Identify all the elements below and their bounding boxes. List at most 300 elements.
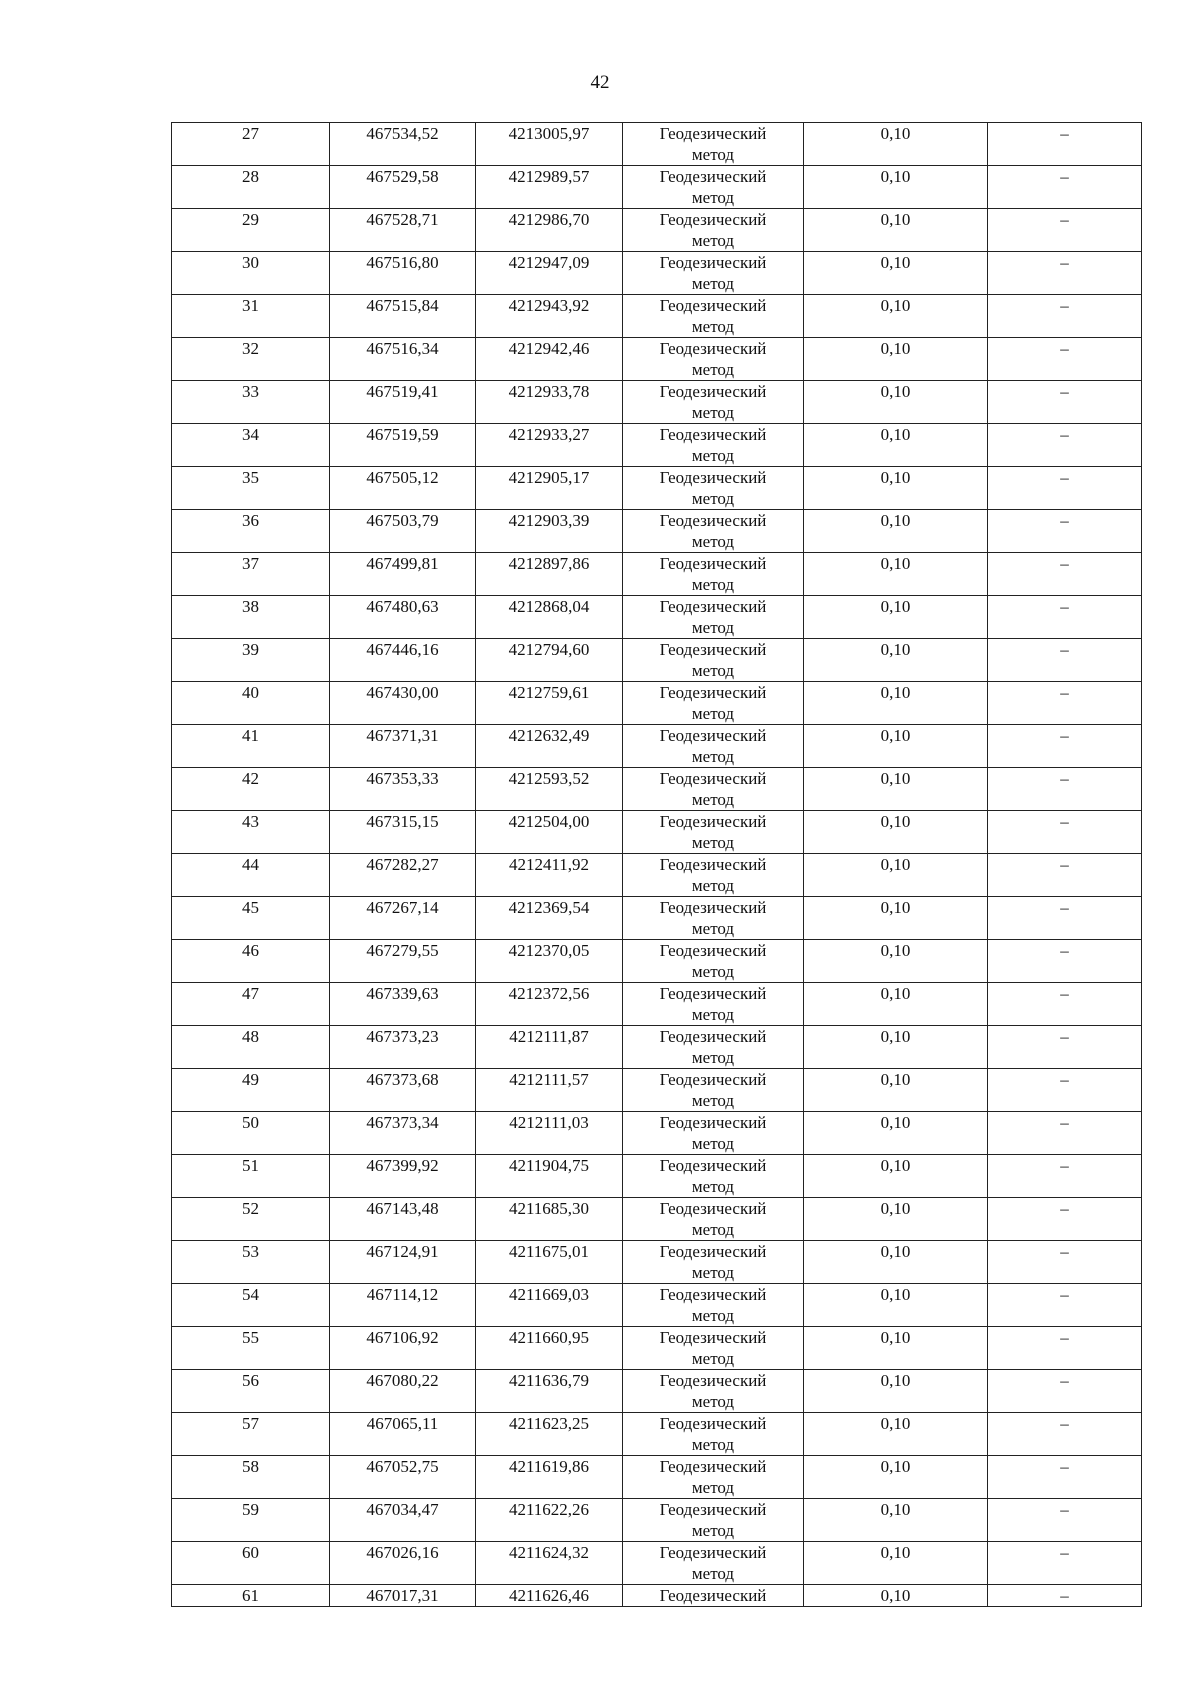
- page-number: 42: [590, 72, 610, 93]
- point-number-cell: 36: [172, 510, 330, 553]
- method-text: метод: [691, 145, 735, 164]
- point-number-cell: 38: [172, 596, 330, 639]
- method-text: Геодезический: [659, 1414, 767, 1433]
- table-row: [172, 940, 1142, 983]
- accuracy-cell: 0,10: [804, 1413, 988, 1456]
- method-text: Геодезический: [659, 210, 767, 229]
- table-row: [172, 467, 1142, 510]
- method-cell: [623, 983, 804, 1026]
- note-cell: –: [988, 1198, 1142, 1241]
- method-text: метод: [691, 704, 735, 723]
- x-coordinate-cell: 467267,14: [330, 897, 476, 940]
- method-text: Геодезический: [659, 1242, 767, 1261]
- method-text: Геодезический: [659, 1586, 767, 1605]
- point-number-cell: 27: [172, 123, 330, 166]
- point-number-cell: 43: [172, 811, 330, 854]
- point-number-cell: 58: [172, 1456, 330, 1499]
- method-cell: [623, 166, 804, 209]
- method-text: метод: [691, 188, 735, 207]
- y-coordinate-cell: 4212372,56: [476, 983, 623, 1026]
- note-cell: –: [988, 1499, 1142, 1542]
- table-row: [172, 510, 1142, 553]
- method-text: Геодезический: [659, 855, 767, 874]
- method-text: Геодезический: [659, 726, 767, 745]
- table-row: [172, 1112, 1142, 1155]
- accuracy-cell: 0,10: [804, 983, 988, 1026]
- method-cell: [623, 940, 804, 983]
- y-coordinate-cell: 4212794,60: [476, 639, 623, 682]
- method-cell: [623, 1456, 804, 1499]
- method-text: метод: [691, 747, 735, 766]
- x-coordinate-cell: 467124,91: [330, 1241, 476, 1284]
- accuracy-cell: 0,10: [804, 381, 988, 424]
- method-cell: [623, 1413, 804, 1456]
- method-text: метод: [691, 1349, 735, 1368]
- point-number-cell: 53: [172, 1241, 330, 1284]
- point-number-cell: 32: [172, 338, 330, 381]
- method-text: метод: [691, 1048, 735, 1067]
- note-cell: –: [988, 768, 1142, 811]
- x-coordinate-cell: 467503,79: [330, 510, 476, 553]
- method-text: метод: [691, 618, 735, 637]
- accuracy-cell: 0,10: [804, 1499, 988, 1542]
- y-coordinate-cell: 4212905,17: [476, 467, 623, 510]
- table-row: [172, 768, 1142, 811]
- method-cell: [623, 1542, 804, 1585]
- method-text: Геодезический: [659, 1500, 767, 1519]
- table-row: [172, 1542, 1142, 1585]
- y-coordinate-cell: 4212903,39: [476, 510, 623, 553]
- method-cell: [623, 1069, 804, 1112]
- y-coordinate-cell: 4212111,87: [476, 1026, 623, 1069]
- table-row: [172, 1413, 1142, 1456]
- y-coordinate-cell: 4212947,09: [476, 252, 623, 295]
- y-coordinate-cell: 4212942,46: [476, 338, 623, 381]
- note-cell: –: [988, 252, 1142, 295]
- method-text: Геодезический: [659, 683, 767, 702]
- note-cell: –: [988, 596, 1142, 639]
- method-text: метод: [691, 274, 735, 293]
- method-cell: [623, 338, 804, 381]
- method-cell: [623, 897, 804, 940]
- method-cell: [623, 252, 804, 295]
- note-cell: –: [988, 123, 1142, 166]
- y-coordinate-cell: 4213005,97: [476, 123, 623, 166]
- x-coordinate-cell: 467528,71: [330, 209, 476, 252]
- table-row: [172, 811, 1142, 854]
- point-number-cell: 60: [172, 1542, 330, 1585]
- method-text: метод: [691, 231, 735, 250]
- point-number-cell: 46: [172, 940, 330, 983]
- x-coordinate-cell: 467499,81: [330, 553, 476, 596]
- accuracy-cell: 0,10: [804, 338, 988, 381]
- method-text: метод: [691, 1478, 735, 1497]
- method-cell: [623, 854, 804, 897]
- point-number-cell: 39: [172, 639, 330, 682]
- accuracy-cell: 0,10: [804, 553, 988, 596]
- table-row: [172, 1585, 1142, 1607]
- method-text: метод: [691, 790, 735, 809]
- method-text: метод: [691, 1306, 735, 1325]
- x-coordinate-cell: 467515,84: [330, 295, 476, 338]
- table-row: [172, 338, 1142, 381]
- table-row: [172, 1499, 1142, 1542]
- accuracy-cell: 0,10: [804, 295, 988, 338]
- method-text: Геодезический: [659, 511, 767, 530]
- accuracy-cell: 0,10: [804, 1241, 988, 1284]
- table-row: [172, 1456, 1142, 1499]
- x-coordinate-cell: 467373,34: [330, 1112, 476, 1155]
- method-cell: [623, 1284, 804, 1327]
- coordinates-table-body: [172, 123, 1142, 1607]
- x-coordinate-cell: 467480,63: [330, 596, 476, 639]
- method-cell: [623, 1241, 804, 1284]
- method-text: Геодезический: [659, 1027, 767, 1046]
- y-coordinate-cell: 4212111,03: [476, 1112, 623, 1155]
- point-number-cell: 29: [172, 209, 330, 252]
- accuracy-cell: 0,10: [804, 854, 988, 897]
- method-cell: [623, 725, 804, 768]
- accuracy-cell: 0,10: [804, 510, 988, 553]
- x-coordinate-cell: 467315,15: [330, 811, 476, 854]
- note-cell: –: [988, 1112, 1142, 1155]
- table-row: [172, 1198, 1142, 1241]
- note-cell: –: [988, 553, 1142, 596]
- x-coordinate-cell: 467282,27: [330, 854, 476, 897]
- x-coordinate-cell: 467353,33: [330, 768, 476, 811]
- accuracy-cell: 0,10: [804, 1284, 988, 1327]
- method-text: метод: [691, 962, 735, 981]
- method-text: метод: [691, 1134, 735, 1153]
- x-coordinate-cell: 467534,52: [330, 123, 476, 166]
- accuracy-cell: 0,10: [804, 1026, 988, 1069]
- accuracy-cell: 0,10: [804, 123, 988, 166]
- point-number-cell: 28: [172, 166, 330, 209]
- y-coordinate-cell: 4211669,03: [476, 1284, 623, 1327]
- method-text: Геодезический: [659, 597, 767, 616]
- table-row: [172, 209, 1142, 252]
- method-text: Геодезический: [659, 1199, 767, 1218]
- accuracy-cell: 0,10: [804, 1370, 988, 1413]
- y-coordinate-cell: 4211619,86: [476, 1456, 623, 1499]
- method-text: метод: [691, 489, 735, 508]
- y-coordinate-cell: 4212989,57: [476, 166, 623, 209]
- method-text: Геодезический: [659, 1113, 767, 1132]
- accuracy-cell: 0,10: [804, 940, 988, 983]
- accuracy-cell: 0,10: [804, 1112, 988, 1155]
- method-cell: [623, 381, 804, 424]
- method-text: Геодезический: [659, 124, 767, 143]
- x-coordinate-cell: 467339,63: [330, 983, 476, 1026]
- table-row: [172, 1069, 1142, 1112]
- method-text: метод: [691, 1220, 735, 1239]
- method-text: метод: [691, 919, 735, 938]
- note-cell: –: [988, 682, 1142, 725]
- y-coordinate-cell: 4211636,79: [476, 1370, 623, 1413]
- method-cell: [623, 553, 804, 596]
- method-cell: [623, 1026, 804, 1069]
- method-text: метод: [691, 1091, 735, 1110]
- method-text: Геодезический: [659, 640, 767, 659]
- y-coordinate-cell: 4212933,78: [476, 381, 623, 424]
- table-row: [172, 295, 1142, 338]
- y-coordinate-cell: 4212111,57: [476, 1069, 623, 1112]
- note-cell: –: [988, 209, 1142, 252]
- accuracy-cell: 0,10: [804, 209, 988, 252]
- table-row: [172, 725, 1142, 768]
- accuracy-cell: 0,10: [804, 682, 988, 725]
- table-row: [172, 252, 1142, 295]
- method-text: метод: [691, 1564, 735, 1583]
- note-cell: –: [988, 983, 1142, 1026]
- method-text: метод: [691, 833, 735, 852]
- table-row: [172, 553, 1142, 596]
- x-coordinate-cell: 467017,31: [330, 1585, 476, 1607]
- x-coordinate-cell: 467371,31: [330, 725, 476, 768]
- x-coordinate-cell: 467505,12: [330, 467, 476, 510]
- y-coordinate-cell: 4211622,26: [476, 1499, 623, 1542]
- method-text: метод: [691, 1435, 735, 1454]
- accuracy-cell: 0,10: [804, 1456, 988, 1499]
- method-cell: [623, 1585, 804, 1607]
- method-cell: [623, 1327, 804, 1370]
- method-cell: [623, 209, 804, 252]
- accuracy-cell: 0,10: [804, 897, 988, 940]
- method-text: метод: [691, 1392, 735, 1411]
- accuracy-cell: 0,10: [804, 166, 988, 209]
- method-text: Геодезический: [659, 941, 767, 960]
- y-coordinate-cell: 4212868,04: [476, 596, 623, 639]
- point-number-cell: 59: [172, 1499, 330, 1542]
- note-cell: –: [988, 1370, 1142, 1413]
- method-text: Геодезический: [659, 425, 767, 444]
- note-cell: –: [988, 1155, 1142, 1198]
- table-row: [172, 381, 1142, 424]
- accuracy-cell: 0,10: [804, 424, 988, 467]
- y-coordinate-cell: 4212897,86: [476, 553, 623, 596]
- accuracy-cell: 0,10: [804, 1198, 988, 1241]
- method-cell: [623, 768, 804, 811]
- x-coordinate-cell: 467519,41: [330, 381, 476, 424]
- coordinates-table: [171, 122, 1142, 1607]
- x-coordinate-cell: 467065,11: [330, 1413, 476, 1456]
- note-cell: –: [988, 1327, 1142, 1370]
- table-row: [172, 1155, 1142, 1198]
- point-number-cell: 50: [172, 1112, 330, 1155]
- x-coordinate-cell: 467516,34: [330, 338, 476, 381]
- method-text: Геодезический: [659, 554, 767, 573]
- table-row: [172, 897, 1142, 940]
- note-cell: –: [988, 1542, 1142, 1585]
- point-number-cell: 30: [172, 252, 330, 295]
- point-number-cell: 31: [172, 295, 330, 338]
- y-coordinate-cell: 4211624,32: [476, 1542, 623, 1585]
- point-number-cell: 47: [172, 983, 330, 1026]
- y-coordinate-cell: 4212986,70: [476, 209, 623, 252]
- accuracy-cell: 0,10: [804, 1327, 988, 1370]
- method-text: Геодезический: [659, 984, 767, 1003]
- method-cell: [623, 1155, 804, 1198]
- accuracy-cell: 0,10: [804, 1155, 988, 1198]
- x-coordinate-cell: 467106,92: [330, 1327, 476, 1370]
- method-cell: [623, 510, 804, 553]
- point-number-cell: 51: [172, 1155, 330, 1198]
- x-coordinate-cell: 467279,55: [330, 940, 476, 983]
- method-text: Геодезический: [659, 1285, 767, 1304]
- accuracy-cell: 0,10: [804, 596, 988, 639]
- method-text: Геодезический: [659, 1371, 767, 1390]
- x-coordinate-cell: 467373,68: [330, 1069, 476, 1112]
- x-coordinate-cell: 467373,23: [330, 1026, 476, 1069]
- table-row: [172, 1370, 1142, 1413]
- method-cell: [623, 424, 804, 467]
- table-row: [172, 1284, 1142, 1327]
- y-coordinate-cell: 4212933,27: [476, 424, 623, 467]
- note-cell: –: [988, 811, 1142, 854]
- method-cell: [623, 123, 804, 166]
- note-cell: –: [988, 1284, 1142, 1327]
- x-coordinate-cell: 467034,47: [330, 1499, 476, 1542]
- note-cell: –: [988, 1413, 1142, 1456]
- table-row: [172, 424, 1142, 467]
- accuracy-cell: 0,10: [804, 1585, 988, 1607]
- note-cell: –: [988, 381, 1142, 424]
- accuracy-cell: 0,10: [804, 639, 988, 682]
- table-row: [172, 1327, 1142, 1370]
- y-coordinate-cell: 4212411,92: [476, 854, 623, 897]
- method-text: метод: [691, 532, 735, 551]
- note-cell: –: [988, 338, 1142, 381]
- y-coordinate-cell: 4212759,61: [476, 682, 623, 725]
- accuracy-cell: 0,10: [804, 725, 988, 768]
- method-text: метод: [691, 1005, 735, 1024]
- table-row: [172, 1026, 1142, 1069]
- table-row: [172, 596, 1142, 639]
- y-coordinate-cell: 4212593,52: [476, 768, 623, 811]
- method-text: Геодезический: [659, 296, 767, 315]
- method-text: Геодезический: [659, 898, 767, 917]
- point-number-cell: 48: [172, 1026, 330, 1069]
- point-number-cell: 41: [172, 725, 330, 768]
- note-cell: –: [988, 854, 1142, 897]
- note-cell: –: [988, 639, 1142, 682]
- x-coordinate-cell: 467026,16: [330, 1542, 476, 1585]
- note-cell: –: [988, 424, 1142, 467]
- y-coordinate-cell: 4211904,75: [476, 1155, 623, 1198]
- table-row: [172, 682, 1142, 725]
- method-text: метод: [691, 661, 735, 680]
- method-cell: [623, 1198, 804, 1241]
- point-number-cell: 54: [172, 1284, 330, 1327]
- method-text: Геодезический: [659, 1070, 767, 1089]
- x-coordinate-cell: 467430,00: [330, 682, 476, 725]
- method-text: Геодезический: [659, 1457, 767, 1476]
- table-row: [172, 123, 1142, 166]
- note-cell: –: [988, 1241, 1142, 1284]
- accuracy-cell: 0,10: [804, 768, 988, 811]
- y-coordinate-cell: 4212504,00: [476, 811, 623, 854]
- table-row: [172, 639, 1142, 682]
- y-coordinate-cell: 4211675,01: [476, 1241, 623, 1284]
- y-coordinate-cell: 4211685,30: [476, 1198, 623, 1241]
- point-number-cell: 56: [172, 1370, 330, 1413]
- method-cell: [623, 1499, 804, 1542]
- point-number-cell: 44: [172, 854, 330, 897]
- method-text: Геодезический: [659, 468, 767, 487]
- accuracy-cell: 0,10: [804, 252, 988, 295]
- method-text: метод: [691, 575, 735, 594]
- method-cell: [623, 639, 804, 682]
- y-coordinate-cell: 4212632,49: [476, 725, 623, 768]
- method-text: Геодезический: [659, 382, 767, 401]
- point-number-cell: 40: [172, 682, 330, 725]
- note-cell: –: [988, 897, 1142, 940]
- note-cell: –: [988, 940, 1142, 983]
- method-cell: [623, 295, 804, 338]
- note-cell: –: [988, 725, 1142, 768]
- note-cell: –: [988, 1069, 1142, 1112]
- table-row: [172, 854, 1142, 897]
- method-text: метод: [691, 446, 735, 465]
- method-text: метод: [691, 317, 735, 336]
- y-coordinate-cell: 4212369,54: [476, 897, 623, 940]
- point-number-cell: 49: [172, 1069, 330, 1112]
- point-number-cell: 35: [172, 467, 330, 510]
- y-coordinate-cell: 4211626,46: [476, 1585, 623, 1607]
- method-text: метод: [691, 1521, 735, 1540]
- x-coordinate-cell: 467446,16: [330, 639, 476, 682]
- method-text: Геодезический: [659, 253, 767, 272]
- note-cell: –: [988, 295, 1142, 338]
- point-number-cell: 42: [172, 768, 330, 811]
- method-cell: [623, 811, 804, 854]
- method-text: метод: [691, 876, 735, 895]
- x-coordinate-cell: 467516,80: [330, 252, 476, 295]
- method-text: метод: [691, 403, 735, 422]
- method-text: Геодезический: [659, 1543, 767, 1562]
- method-text: Геодезический: [659, 812, 767, 831]
- point-number-cell: 57: [172, 1413, 330, 1456]
- y-coordinate-cell: 4211660,95: [476, 1327, 623, 1370]
- method-text: Геодезический: [659, 1156, 767, 1175]
- method-cell: [623, 1370, 804, 1413]
- method-cell: [623, 467, 804, 510]
- note-cell: –: [988, 467, 1142, 510]
- method-cell: [623, 1112, 804, 1155]
- point-number-cell: 34: [172, 424, 330, 467]
- x-coordinate-cell: 467399,92: [330, 1155, 476, 1198]
- x-coordinate-cell: 467080,22: [330, 1370, 476, 1413]
- point-number-cell: 61: [172, 1585, 330, 1607]
- y-coordinate-cell: 4211623,25: [476, 1413, 623, 1456]
- method-text: метод: [691, 1263, 735, 1282]
- point-number-cell: 45: [172, 897, 330, 940]
- table-row: [172, 983, 1142, 1026]
- table-row: [172, 1241, 1142, 1284]
- note-cell: –: [988, 510, 1142, 553]
- accuracy-cell: 0,10: [804, 467, 988, 510]
- accuracy-cell: 0,10: [804, 1069, 988, 1112]
- method-text: Геодезический: [659, 769, 767, 788]
- y-coordinate-cell: 4212943,92: [476, 295, 623, 338]
- method-cell: [623, 682, 804, 725]
- method-text: Геодезический: [659, 1328, 767, 1347]
- note-cell: –: [988, 166, 1142, 209]
- method-text: метод: [691, 1177, 735, 1196]
- point-number-cell: 52: [172, 1198, 330, 1241]
- note-cell: –: [988, 1585, 1142, 1607]
- point-number-cell: 33: [172, 381, 330, 424]
